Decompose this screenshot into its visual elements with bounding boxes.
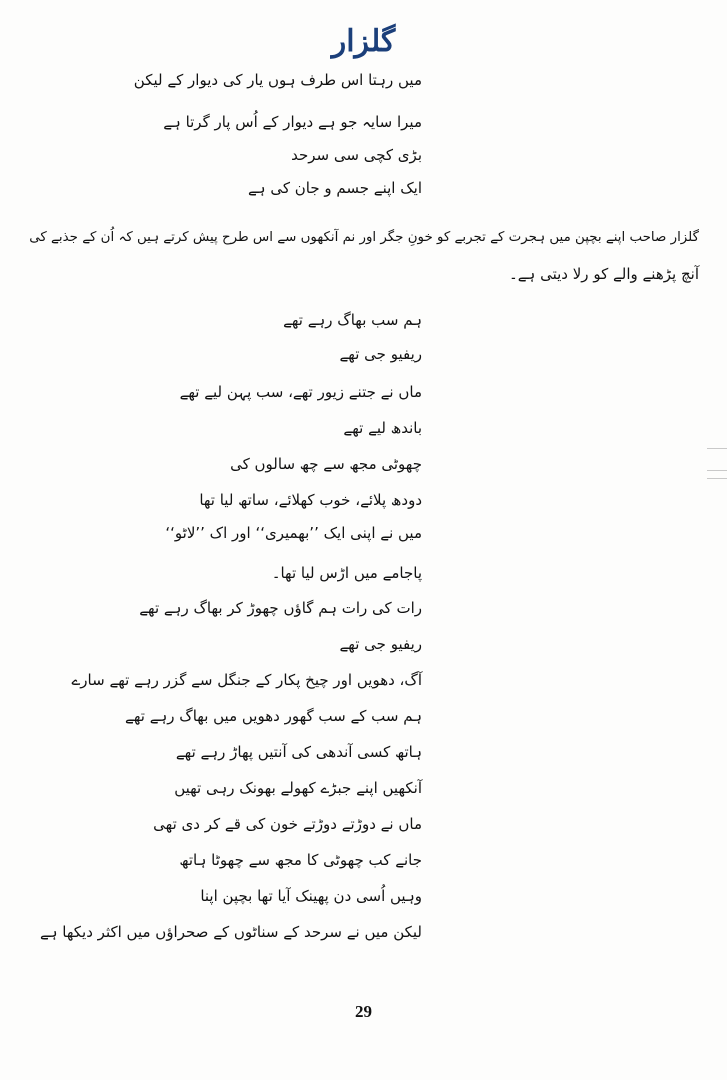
poem-intro-line: میں رہتا اس طرف ہوں یار کی دیوار کے لیکن bbox=[133, 71, 422, 89]
poem-line: چھوٹی مجھ سے چھ سالوں کی bbox=[230, 455, 422, 473]
poem-line: لیکن میں نے سرحد کے سناٹوں کے صحراؤں میں اکثر دیکھا ہے bbox=[39, 923, 422, 941]
poem-line: ہم سب بھاگ رہے تھے bbox=[283, 311, 422, 329]
poem-intro-line: بڑی کچی سی سرحد bbox=[291, 146, 422, 164]
poem-intro-line: میرا سایہ جو ہے دیوار کے اُس پار گرتا ہے bbox=[163, 113, 422, 131]
poem-line: ہم سب کے سب گھور دھویں میں بھاگ رہے تھے bbox=[125, 707, 422, 725]
page-header-title: گلزار bbox=[331, 24, 396, 59]
scan-edge-mark bbox=[707, 470, 727, 471]
poem-line: آگ، دھویں اور چیخ پکار کے جنگل سے گزر رہے تھے سارے bbox=[71, 671, 422, 689]
prose-line: گلزار صاحب اپنے بچپن میں ہجرت کے تجربے کو خونِ جگر اور نم آنکھوں سے اس طرح پیش کرتے ہیں کہ اُن کے جذبے کی bbox=[29, 230, 699, 245]
poem-line: ریفیو جی تھے bbox=[339, 345, 422, 363]
poem-line: ماں نے جتنے زیور تھے، سب پہن لیے تھے bbox=[179, 383, 422, 401]
poem-line: پاجامے میں اڑس لیا تھا۔ bbox=[271, 564, 422, 582]
poem-line: میں نے اپنی ایک ’’بھمیری‘‘ اور اک ’’لاٹو‘‘ bbox=[165, 524, 422, 542]
poem-line: ماں نے دوڑتے دوڑتے خون کی قے کر دی تھی bbox=[153, 815, 422, 833]
page-number: 29 bbox=[355, 1002, 372, 1021]
poem-line: باندھ لیے تھے bbox=[343, 419, 422, 437]
prose-line: آنچ پڑھنے والے کو رلا دیتی ہے۔ bbox=[508, 265, 699, 283]
poem-intro-line: ایک اپنے جسم و جان کی ہے bbox=[248, 179, 422, 197]
poem-line: وہیں اُسی دن پھینک آیا تھا بچپن اپنا bbox=[200, 887, 422, 905]
scan-edge-mark bbox=[707, 478, 727, 479]
poem-line: رات کی رات ہم گاؤں چھوڑ کر بھاگ رہے تھے bbox=[139, 599, 422, 617]
poem-line: آنکھیں اپنے جبڑے کھولے بھونک رہی تھیں bbox=[174, 779, 422, 797]
poem-line: دودھ پلائے، خوب کھلائے، ساتھ لیا تھا bbox=[199, 491, 422, 509]
poem-line: ریفیو جی تھے bbox=[339, 635, 422, 653]
poem-line: جانے کب چھوٹی کا مجھ سے چھوٹا ہاتھ bbox=[179, 851, 422, 869]
poem-line: ہاتھ کسی آندھی کی آنتیں پھاڑ رہے تھے bbox=[175, 743, 422, 761]
scan-edge-mark bbox=[707, 448, 727, 449]
